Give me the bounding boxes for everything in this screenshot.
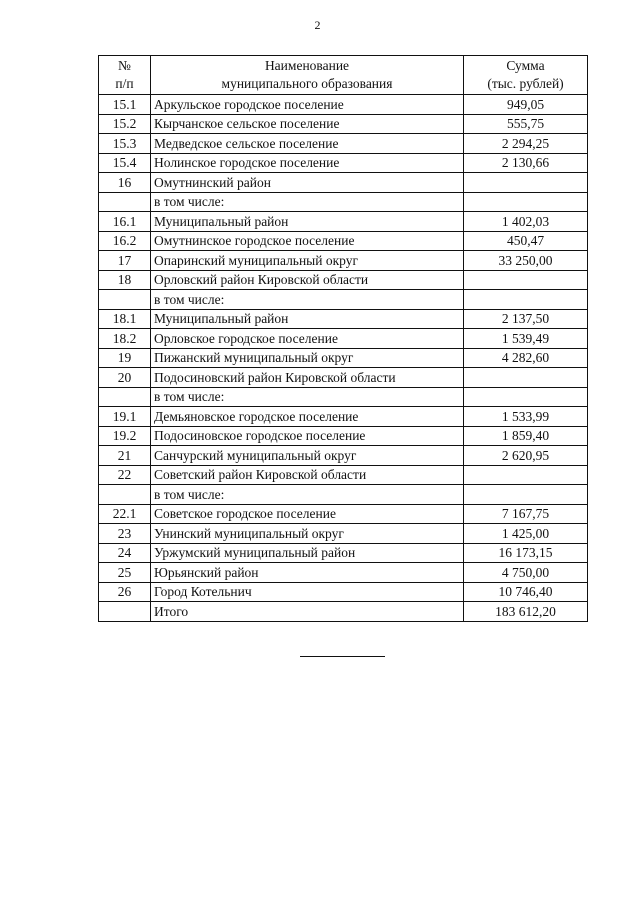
table-row [99, 485, 588, 505]
table-header-row [99, 56, 588, 95]
row-number-cell [99, 387, 151, 407]
row-sum-cell: 1 402,03 [464, 212, 588, 232]
table-row [99, 348, 588, 368]
row-sum-cell: 183 612,20 [464, 602, 588, 622]
row-number-cell: 16.2 [99, 231, 151, 251]
table-row [99, 95, 588, 115]
footer-rule [300, 656, 385, 657]
row-name-cell: Кырчанское сельское поселение [151, 114, 464, 134]
row-number-cell: 15.4 [99, 153, 151, 173]
row-number-cell [99, 290, 151, 310]
row-sum-cell: 33 250,00 [464, 251, 588, 271]
row-number-cell: 15.2 [99, 114, 151, 134]
row-number-cell: 15.1 [99, 95, 151, 115]
row-name-cell: Демьяновское городское поселение [151, 407, 464, 427]
row-sum-cell [464, 192, 588, 212]
table-row [99, 114, 588, 134]
budget-table [98, 55, 588, 622]
row-name-cell: в том числе: [151, 192, 464, 212]
row-name-cell: Санчурский муниципальный округ [151, 446, 464, 466]
row-name-cell: Подосиновский район Кировской области [151, 368, 464, 388]
header-name-line2: муниципального образования [221, 76, 393, 91]
row-name-cell: Советский район Кировской области [151, 465, 464, 485]
table-row [99, 465, 588, 485]
row-sum-cell: 2 137,50 [464, 309, 588, 329]
row-name-cell: в том числе: [151, 290, 464, 310]
table-row [99, 329, 588, 349]
row-number-cell: 17 [99, 251, 151, 271]
row-name-cell: Омутнинское городское поселение [151, 231, 464, 251]
row-name-cell: Медведское сельское поселение [151, 134, 464, 154]
table-row [99, 582, 588, 602]
table-row [99, 290, 588, 310]
row-name-cell: Пижанский муниципальный округ [151, 348, 464, 368]
row-number-cell: 25 [99, 563, 151, 583]
row-number-cell: 15.3 [99, 134, 151, 154]
header-number-line2: п/п [115, 76, 134, 91]
row-name-cell: в том числе: [151, 485, 464, 505]
row-number-cell: 19.1 [99, 407, 151, 427]
row-name-cell: Муниципальный район [151, 309, 464, 329]
row-number-cell: 16 [99, 173, 151, 193]
row-name-cell: Аркульское городское поселение [151, 95, 464, 115]
row-number-cell: 22 [99, 465, 151, 485]
row-sum-cell [464, 368, 588, 388]
row-sum-cell: 1 425,00 [464, 524, 588, 544]
row-sum-cell: 1 859,40 [464, 426, 588, 446]
row-number-cell [99, 485, 151, 505]
row-sum-cell: 1 539,49 [464, 329, 588, 349]
row-sum-cell: 2 294,25 [464, 134, 588, 154]
row-sum-cell [464, 465, 588, 485]
table-row [99, 153, 588, 173]
page-number: 2 [314, 18, 321, 32]
table-row [99, 212, 588, 232]
row-number-cell: 18 [99, 270, 151, 290]
header-number [99, 56, 151, 95]
table-row [99, 309, 588, 329]
table-row [99, 231, 588, 251]
row-number-cell: 19 [99, 348, 151, 368]
header-sum-line2: (тыс. рублей) [487, 76, 564, 91]
row-name-cell: Подосиновское городское поселение [151, 426, 464, 446]
row-number-cell: 20 [99, 368, 151, 388]
row-name-cell: Итого [151, 602, 464, 622]
row-number-cell: 26 [99, 582, 151, 602]
row-sum-cell [464, 270, 588, 290]
table-row [99, 543, 588, 563]
table-row [99, 251, 588, 271]
row-sum-cell: 16 173,15 [464, 543, 588, 563]
header-name-line1: Наименование [264, 58, 350, 73]
row-name-cell: Нолинское городское поселение [151, 153, 464, 173]
table-row [99, 426, 588, 446]
table-row [99, 563, 588, 583]
row-sum-cell [464, 173, 588, 193]
row-number-cell [99, 602, 151, 622]
row-number-cell: 22.1 [99, 504, 151, 524]
row-number-cell: 18.1 [99, 309, 151, 329]
table-row [99, 407, 588, 427]
row-number-cell: 19.2 [99, 426, 151, 446]
row-sum-cell: 949,05 [464, 95, 588, 115]
row-sum-cell: 7 167,75 [464, 504, 588, 524]
table-row [99, 446, 588, 466]
row-name-cell: Унинский муниципальный округ [151, 524, 464, 544]
row-name-cell: Уржумский муниципальный район [151, 543, 464, 563]
row-name-cell: Орловское городское поселение [151, 329, 464, 349]
row-number-cell: 21 [99, 446, 151, 466]
row-name-cell: Муниципальный район [151, 212, 464, 232]
row-name-cell: Город Котельнич [151, 582, 464, 602]
header-number-line1: № [118, 58, 131, 73]
row-sum-cell [464, 290, 588, 310]
row-sum-cell: 450,47 [464, 231, 588, 251]
row-number-cell [99, 192, 151, 212]
row-sum-cell [464, 387, 588, 407]
table-row [99, 173, 588, 193]
row-sum-cell: 2 130,66 [464, 153, 588, 173]
header-sum [464, 56, 588, 95]
row-name-cell: в том числе: [151, 387, 464, 407]
row-name-cell: Орловский район Кировской области [151, 270, 464, 290]
row-sum-cell: 1 533,99 [464, 407, 588, 427]
row-number-cell: 16.1 [99, 212, 151, 232]
header-sum-line1: Сумма [506, 58, 545, 73]
table-row [99, 368, 588, 388]
table-row [99, 524, 588, 544]
table-row [99, 504, 588, 524]
table-row [99, 602, 588, 622]
row-number-cell: 18.2 [99, 329, 151, 349]
row-sum-cell: 10 746,40 [464, 582, 588, 602]
row-sum-cell: 4 282,60 [464, 348, 588, 368]
table-row [99, 270, 588, 290]
row-number-cell: 24 [99, 543, 151, 563]
row-number-cell: 23 [99, 524, 151, 544]
table-row [99, 192, 588, 212]
row-name-cell: Советское городское поселение [151, 504, 464, 524]
table-body [99, 95, 588, 622]
header-name [151, 56, 464, 95]
row-name-cell: Юрьянский район [151, 563, 464, 583]
row-sum-cell [464, 485, 588, 505]
row-sum-cell: 555,75 [464, 114, 588, 134]
row-sum-cell: 2 620,95 [464, 446, 588, 466]
table-row [99, 387, 588, 407]
row-name-cell: Опаринский муниципальный округ [151, 251, 464, 271]
row-name-cell: Омутнинский район [151, 173, 464, 193]
table-row [99, 134, 588, 154]
row-sum-cell: 4 750,00 [464, 563, 588, 583]
